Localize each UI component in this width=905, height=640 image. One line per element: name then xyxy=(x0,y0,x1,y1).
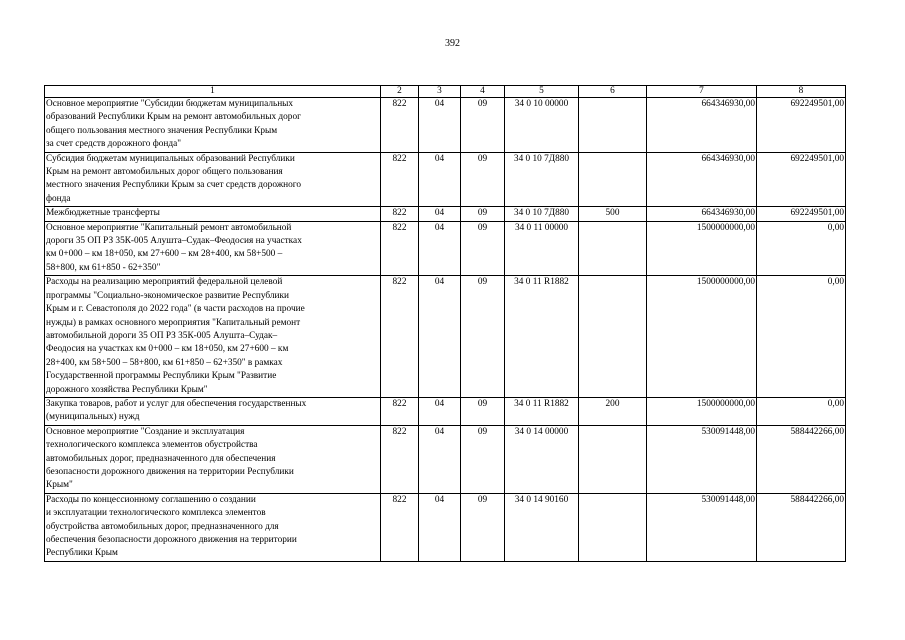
subsection-code: 09 xyxy=(461,152,505,207)
expense-type-code xyxy=(579,152,647,207)
expense-type-code xyxy=(579,221,647,276)
ministry-code: 822 xyxy=(381,397,419,425)
target-code: 34 0 11 R1882 xyxy=(505,276,579,398)
amount-year-1: 664346930,00 xyxy=(647,152,757,207)
section-code: 04 xyxy=(419,397,461,425)
amount-year-2: 692249501,00 xyxy=(757,98,846,153)
amount-year-2: 692249501,00 xyxy=(757,207,846,221)
amount-year-2: 692249501,00 xyxy=(757,152,846,207)
amount-year-1: 664346930,00 xyxy=(647,207,757,221)
ministry-code: 822 xyxy=(381,221,419,276)
table-row xyxy=(45,493,846,561)
expense-name: Межбюджетные трансферты xyxy=(45,207,381,221)
column-header: 4 xyxy=(461,86,505,98)
section-code: 04 xyxy=(419,276,461,398)
ministry-code: 822 xyxy=(381,98,419,153)
amount-year-1: 530091448,00 xyxy=(647,425,757,493)
expense-type-code: 500 xyxy=(579,207,647,221)
subsection-code: 09 xyxy=(461,493,505,561)
column-header: 7 xyxy=(647,86,757,98)
expense-name: Основное мероприятие "Создание и эксплуатация технологического комплекса элементов обустройства автомобильных дорог, предназначенного для обеспечения безопасности дорожного движения на территории Республики Крым" xyxy=(45,425,381,493)
expense-type-code: 200 xyxy=(579,397,647,425)
subsection-code: 09 xyxy=(461,425,505,493)
target-code: 34 0 14 00000 xyxy=(505,425,579,493)
amount-year-1: 1500000000,00 xyxy=(647,276,757,398)
expense-type-code xyxy=(579,425,647,493)
amount-year-1: 530091448,00 xyxy=(647,493,757,561)
expense-name: Основное мероприятие "Субсидии бюджетам муниципальных образований Республики Крым на ремонт автомобильных дорог общего пользования местного значения Республики Крым за счет средств дорожного фонда" xyxy=(45,98,381,153)
expense-type-code xyxy=(579,98,647,153)
expense-type-code xyxy=(579,493,647,561)
ministry-code: 822 xyxy=(381,493,419,561)
section-code: 04 xyxy=(419,98,461,153)
section-code: 04 xyxy=(419,152,461,207)
target-code: 34 0 11 00000 xyxy=(505,221,579,276)
table-row xyxy=(45,207,846,221)
amount-year-1: 1500000000,00 xyxy=(647,397,757,425)
subsection-code: 09 xyxy=(461,221,505,276)
subsection-code: 09 xyxy=(461,207,505,221)
subsection-code: 09 xyxy=(461,276,505,398)
amount-year-2: 588442266,00 xyxy=(757,493,846,561)
ministry-code: 822 xyxy=(381,152,419,207)
table-row xyxy=(45,221,846,276)
column-header: 6 xyxy=(579,86,647,98)
header-row xyxy=(45,86,846,98)
target-code: 34 0 14 90160 xyxy=(505,493,579,561)
ministry-code: 822 xyxy=(381,425,419,493)
expense-name: Субсидия бюджетам муниципальных образований Республики Крым на ремонт автомобильных дорог общего пользования местного значения Республики Крым за счет средств дорожного фонда xyxy=(45,152,381,207)
section-code: 04 xyxy=(419,221,461,276)
target-code: 34 0 10 7Д880 xyxy=(505,152,579,207)
amount-year-1: 1500000000,00 xyxy=(647,221,757,276)
column-header: 8 xyxy=(757,86,846,98)
target-code: 34 0 11 R1882 xyxy=(505,397,579,425)
target-code: 34 0 10 7Д880 xyxy=(505,207,579,221)
amount-year-2: 0,00 xyxy=(757,397,846,425)
table-row xyxy=(45,425,846,493)
amount-year-2: 0,00 xyxy=(757,221,846,276)
section-code: 04 xyxy=(419,207,461,221)
section-code: 04 xyxy=(419,493,461,561)
column-header: 2 xyxy=(381,86,419,98)
section-code: 04 xyxy=(419,425,461,493)
table-row xyxy=(45,397,846,425)
ministry-code: 822 xyxy=(381,276,419,398)
ministry-code: 822 xyxy=(381,207,419,221)
expense-type-code xyxy=(579,276,647,398)
subsection-code: 09 xyxy=(461,98,505,153)
column-header: 5 xyxy=(505,86,579,98)
amount-year-1: 664346930,00 xyxy=(647,98,757,153)
expense-name: Основное мероприятие "Капитальный ремонт автомобильной дороги 35 ОП РЗ 35К-005 Алушта–Судак–Феодосия на участках км 0+000 – км 18+050, км 27+600 – км 28+400, км 58+500 – 58+800, км 61+850 - 62+350" xyxy=(45,221,381,276)
expense-name: Расходы по концессионному соглашению о создании и эксплуатации технологического комплекса элементов обустройства автомобильных дорог, предназначенного для обеспечения безопасности дорожного движения на территории Республики Крым xyxy=(45,493,381,561)
table-row xyxy=(45,152,846,207)
column-header: 1 xyxy=(45,86,381,98)
target-code: 34 0 10 00000 xyxy=(505,98,579,153)
column-header: 3 xyxy=(419,86,461,98)
amount-year-2: 0,00 xyxy=(757,276,846,398)
expense-name: Закупка товаров, работ и услуг для обеспечения государственных (муниципальных) нужд xyxy=(45,397,381,425)
table-row xyxy=(45,98,846,153)
page-number: 392 xyxy=(445,38,460,49)
expense-name: Расходы на реализацию мероприятий федеральной целевой программы "Социально-экономическое развитие Республики Крым и г. Севастополя до 2022 года" (в части расходов на прочие нужды) в рамках основного мероприятия "Капитальный ремонт автомобильной дороги 35 ОП РЗ 35К-005 Алушта–Судак– Феодосия на участках км 0+000 – км 18+050, км 27+600 – км 28+400, км 58+500 – 58+800, км 61+850 – 62+350" в рамках Государственной программы Республики Крым "Развитие дорожного хозяйства Республики Крым" xyxy=(45,276,381,398)
budget-table xyxy=(44,85,846,562)
subsection-code: 09 xyxy=(461,397,505,425)
table-row xyxy=(45,276,846,398)
amount-year-2: 588442266,00 xyxy=(757,425,846,493)
